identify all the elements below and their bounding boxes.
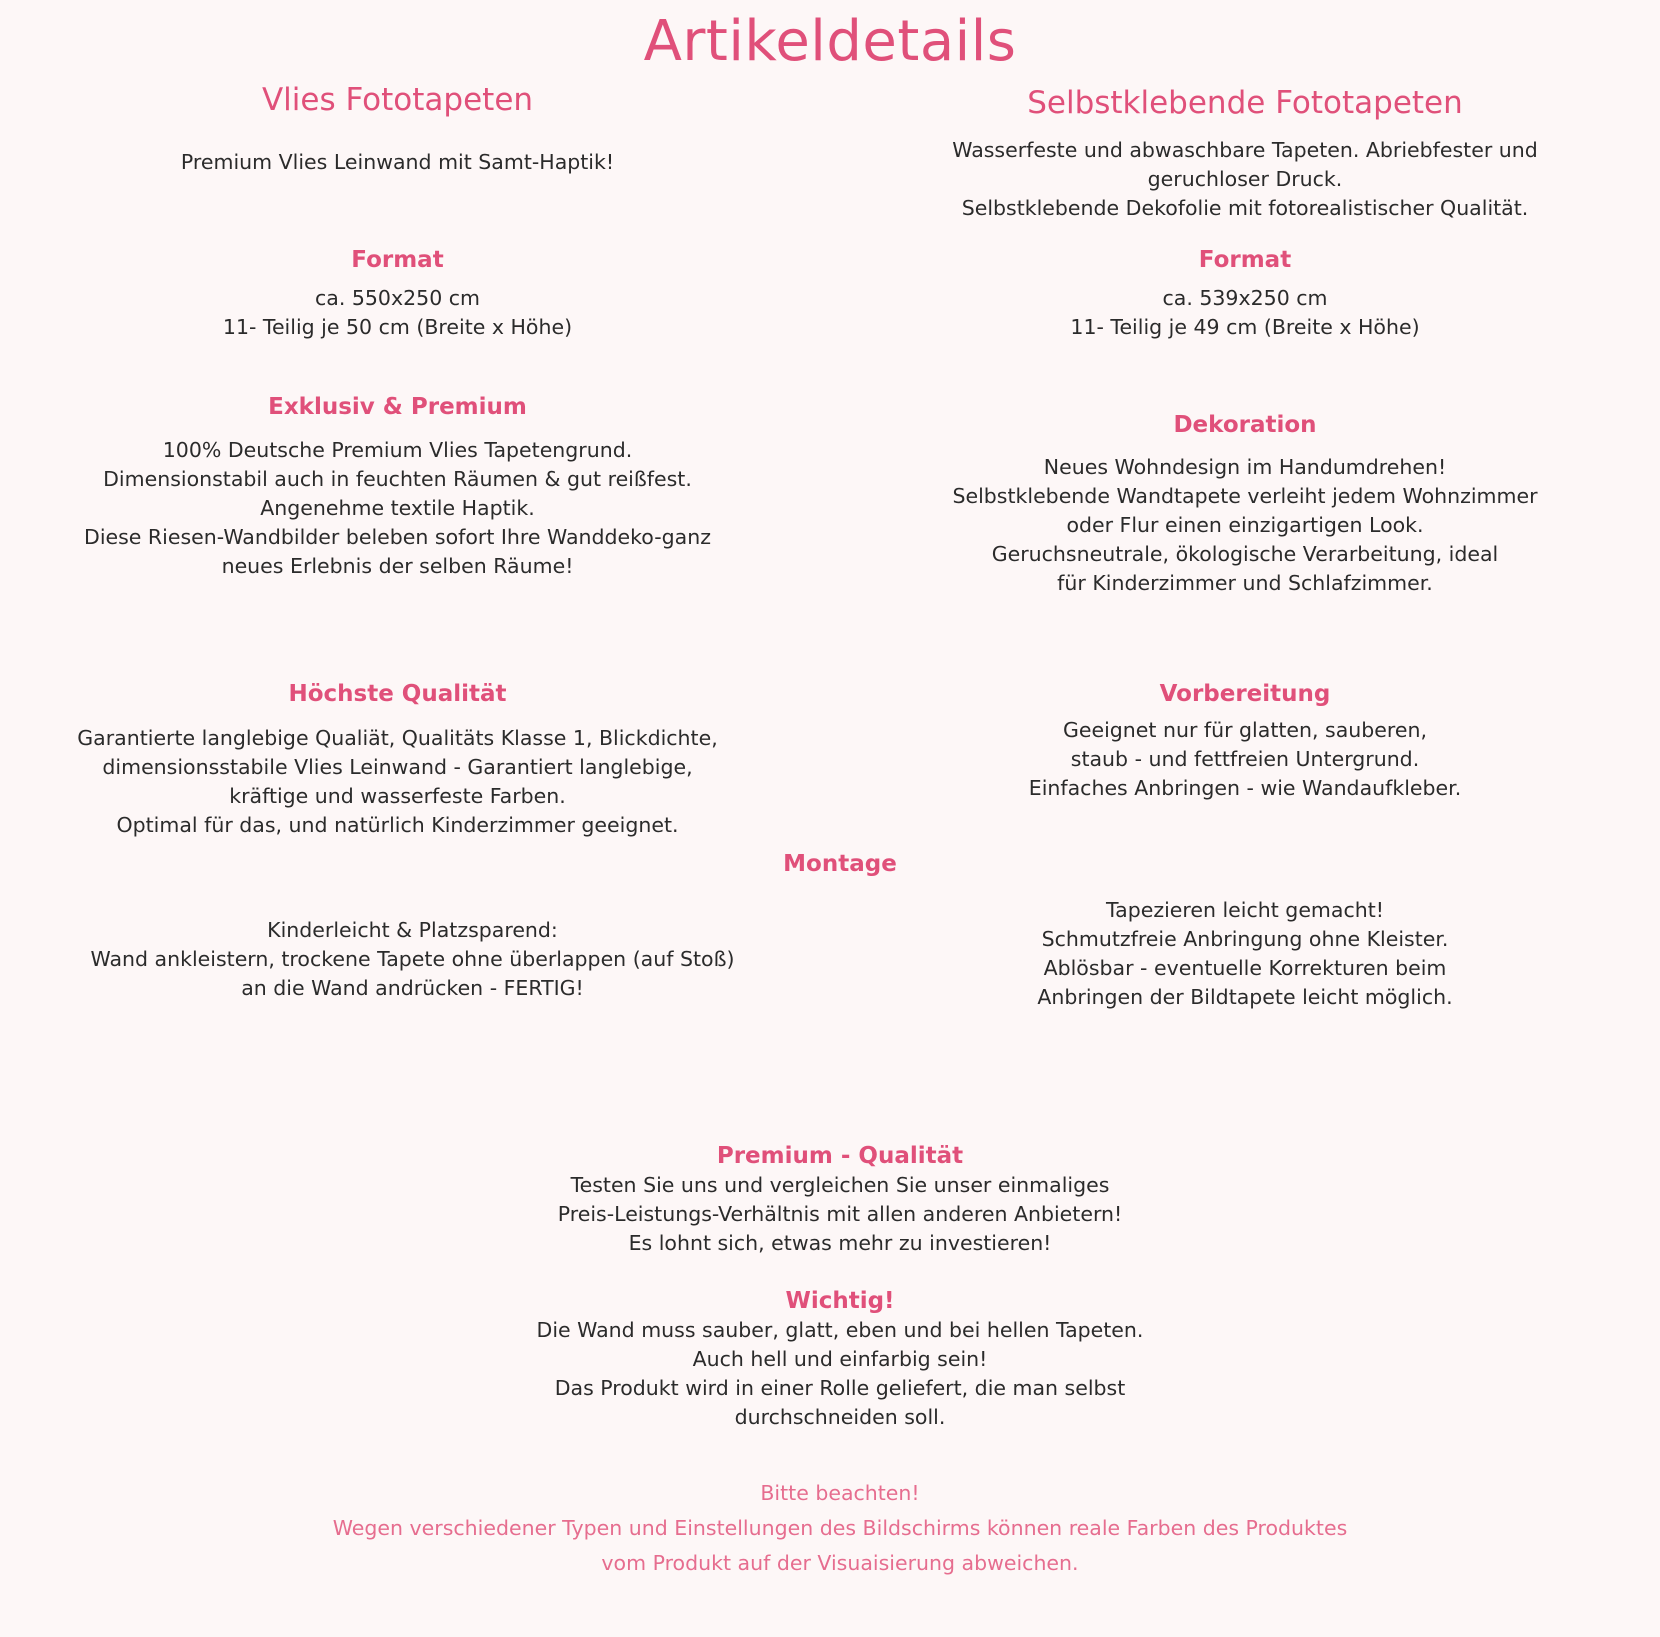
text-line: staub - und fettfreien Untergrund. xyxy=(1070,747,1420,771)
text-line: durchschneiden soll. xyxy=(734,1405,946,1429)
text-line: Optimal für das, und natürlich Kinderzimmer geeignet. xyxy=(116,813,679,837)
text-line: Das Produkt wird in einer Rolle geliefert, die man selbst xyxy=(554,1376,1126,1400)
text-line: Wand ankleistern, trockene Tapete ohne überlappen (auf Stoß) xyxy=(90,947,735,971)
text-line: Neues Wohndesign im Handumdrehen! xyxy=(1043,455,1447,479)
text-line: an die Wand andrücken - FERTIG! xyxy=(241,976,584,1000)
right-format-text xyxy=(900,284,1590,342)
text-line: Schmutzfreie Anbringung ohne Kleister. xyxy=(1041,927,1449,951)
wichtig-title: Wichtig! xyxy=(785,1288,895,1314)
right-dekoration-text xyxy=(900,453,1590,598)
premium-text xyxy=(40,1171,1640,1258)
color-notice xyxy=(40,1476,1640,1581)
text-line: geruchloser Druck. xyxy=(1147,167,1343,191)
text-line: Wasserfeste und abwaschbare Tapeten. Abriebfester und xyxy=(952,138,1538,162)
text-line: oder Flur einen einzigartigen Look. xyxy=(1066,513,1424,537)
text-line: Garantierte langlebige Qualiät, Qualitäts Klasse 1, Blickdichte, xyxy=(77,726,718,750)
left-heading: Vlies Fototapeten xyxy=(261,82,534,118)
right-vorbereitung-title: Vorbereitung xyxy=(1159,681,1331,707)
left-intro: Premium Vlies Leinwand mit Samt-Haptik! xyxy=(180,150,615,174)
text-line: 11- Teilig je 50 cm (Breite x Höhe) xyxy=(222,315,573,339)
notice-line: Bitte beachten! xyxy=(760,1481,920,1505)
text-line: Es lohnt sich, etwas mehr zu investieren! xyxy=(628,1231,1052,1255)
left-format-text xyxy=(40,284,755,342)
wichtig-text xyxy=(40,1316,1640,1432)
text-line: Selbstklebende Wandtapete verleiht jedem Wohnzimmer xyxy=(952,484,1538,508)
right-intro xyxy=(900,136,1590,223)
text-line: Die Wand muss sauber, glatt, eben und bei hellen Tapeten. xyxy=(536,1318,1144,1342)
text-line: Auch hell und einfarbig sein! xyxy=(692,1347,988,1371)
left-format-title: Format xyxy=(351,247,444,273)
left-qualitaet-title: Höchste Qualität xyxy=(288,681,507,707)
text-line: Tapezieren leicht gemacht! xyxy=(1106,898,1384,922)
text-line: neues Erlebnis der selben Räume! xyxy=(221,554,574,578)
montage-title: Montage xyxy=(783,851,897,877)
text-line: Geruchsneutrale, ökologische Verarbeitung, ideal xyxy=(991,542,1499,566)
text-line: Dimensionstabil auch in feuchten Räumen & gut reißfest. xyxy=(103,467,692,491)
text-line: Anbringen der Bildtapete leicht möglich. xyxy=(1037,985,1453,1009)
text-line: 100% Deutsche Premium Vlies Tapetengrund. xyxy=(162,438,633,462)
left-exklusiv-title: Exklusiv & Premium xyxy=(268,394,527,420)
text-line: Kinderleicht & Platzsparend: xyxy=(267,918,558,942)
text-line: Diese Riesen-Wandbilder beleben sofort Ihre Wanddeko-ganz xyxy=(84,525,711,549)
text-line: Selbstklebende Dekofolie mit fotorealistischer Qualität. xyxy=(961,196,1529,220)
text-line: Preis-Leistungs-Verhältnis mit allen anderen Anbietern! xyxy=(557,1202,1123,1226)
text-line: Testen Sie uns und vergleichen Sie unser einmaliges xyxy=(570,1173,1110,1197)
text-line: ca. 539x250 cm xyxy=(1162,286,1328,310)
right-vorbereitung-text xyxy=(900,716,1590,803)
text-line: für Kinderzimmer und Schlafzimmer. xyxy=(1057,571,1433,595)
notice-line: vom Produkt auf der Visuaisierung abweichen. xyxy=(601,1551,1079,1575)
page-title: Artikeldetails xyxy=(643,9,1017,74)
right-montage-text xyxy=(900,896,1590,1012)
text-line: 11- Teilig je 49 cm (Breite x Höhe) xyxy=(1070,315,1420,339)
left-montage-text xyxy=(55,916,770,1003)
text-line: Einfaches Anbringen - wie Wandaufkleber. xyxy=(1028,776,1462,800)
premium-title: Premium - Qualität xyxy=(716,1143,964,1169)
text-line: dimensionsstabile Vlies Leinwand - Garantiert langlebige, xyxy=(102,755,693,779)
text-line: Angenehme textile Haptik. xyxy=(260,496,535,520)
left-qualitaet-text xyxy=(40,724,755,840)
right-format-title: Format xyxy=(1198,247,1292,273)
text-line: Geeignet nur für glatten, sauberen, xyxy=(1062,718,1427,742)
left-exklusiv-text xyxy=(40,436,755,581)
text-line: Ablösbar - eventuelle Korrekturen beim xyxy=(1043,956,1447,980)
notice-line: Wegen verschiedener Typen und Einstellungen des Bildschirms können reale Farben des Produktes xyxy=(332,1516,1348,1540)
right-dekoration-title: Dekoration xyxy=(1173,412,1317,438)
text-line: ca. 550x250 cm xyxy=(314,286,480,310)
right-heading: Selbstklebende Fototapeten xyxy=(1027,85,1463,121)
text-line: kräftige und wasserfeste Farben. xyxy=(229,784,566,808)
